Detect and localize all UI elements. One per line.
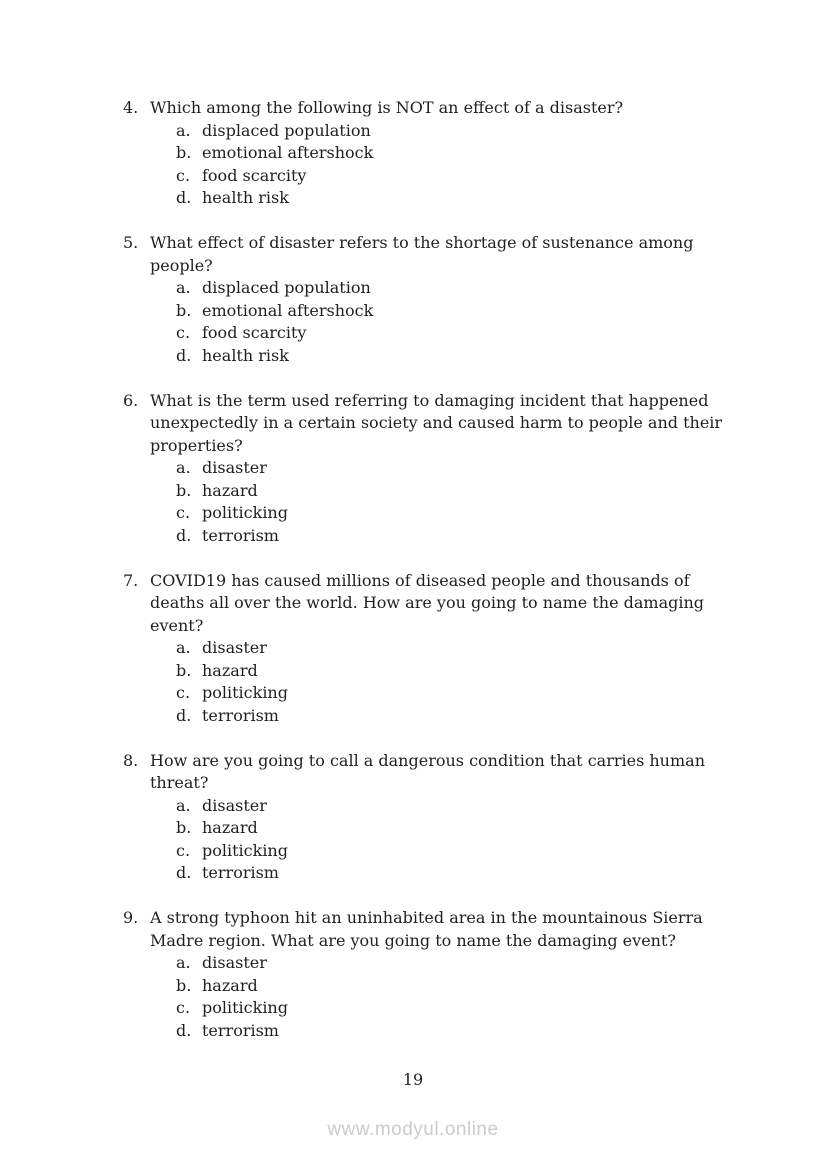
option-letter: c. <box>176 840 191 860</box>
option-text: emotional aftershock <box>202 300 374 320</box>
question-number: 9. <box>123 908 139 927</box>
option-text: disaster <box>202 458 267 477</box>
options-list <box>176 637 724 727</box>
option-text: politicking <box>202 998 288 1017</box>
option-item <box>176 165 724 188</box>
option-item <box>176 1020 724 1043</box>
options-list <box>176 457 724 547</box>
option-letter: a. <box>176 278 191 297</box>
option-letter: b. <box>176 143 192 162</box>
option-text: hazard <box>202 975 258 995</box>
option-letter: a. <box>176 953 191 972</box>
option-text: terrorism <box>202 1020 279 1040</box>
questions-list <box>123 97 724 1042</box>
question-number: 6. <box>123 390 139 410</box>
option-item <box>176 682 724 705</box>
options-list <box>176 795 724 885</box>
option-item <box>176 142 724 165</box>
option-letter: d. <box>176 1020 192 1040</box>
option-item <box>176 997 724 1020</box>
option-letter: a. <box>176 795 191 815</box>
option-letter: c. <box>176 683 191 702</box>
option-text: disaster <box>202 795 267 815</box>
question <box>123 390 724 548</box>
option-text: health risk <box>202 188 289 207</box>
option-item <box>176 817 724 840</box>
question-number: 8. <box>123 750 139 770</box>
question <box>123 907 724 1042</box>
option-text: hazard <box>202 818 258 837</box>
option-text: politicking <box>202 840 288 860</box>
option-letter: a. <box>176 638 191 657</box>
option-item <box>176 862 724 885</box>
option-text: emotional aftershock <box>202 143 374 162</box>
option-letter: b. <box>176 975 192 995</box>
option-text: hazard <box>202 660 258 680</box>
option-text: politicking <box>202 503 288 522</box>
question-text: What is the term used referring to damaging incident that happened unexpectedly in a certain society and caused harm to people and their properties? <box>150 390 723 455</box>
option-text: hazard <box>202 480 258 500</box>
question-number: 4. <box>123 98 139 117</box>
option-item <box>176 660 724 683</box>
option-item <box>176 840 724 863</box>
option-text: disaster <box>202 953 267 972</box>
question <box>123 97 724 210</box>
option-item <box>176 457 724 480</box>
option-text: disaster <box>202 638 267 657</box>
question-number: 7. <box>123 570 139 590</box>
option-letter: d. <box>176 188 192 207</box>
page-number: 19 <box>402 1070 424 1089</box>
option-letter: b. <box>176 818 192 837</box>
option-item <box>176 120 724 143</box>
option-text: food scarcity <box>202 323 307 342</box>
question-number: 5. <box>123 233 139 252</box>
option-item <box>176 795 724 818</box>
options-list <box>176 277 724 367</box>
question <box>123 232 724 367</box>
option-letter: b. <box>176 480 192 500</box>
options-list <box>176 952 724 1042</box>
option-letter: b. <box>176 300 192 320</box>
option-text: terrorism <box>202 863 279 882</box>
option-letter: c. <box>176 165 191 185</box>
question <box>123 750 724 885</box>
option-letter: d. <box>176 863 192 882</box>
option-text: terrorism <box>202 525 279 545</box>
option-item <box>176 322 724 345</box>
option-item <box>176 277 724 300</box>
option-item <box>176 480 724 503</box>
watermark: www.modyul.online <box>327 1119 499 1140</box>
option-text: displaced population <box>202 120 371 140</box>
option-item <box>176 705 724 728</box>
option-letter: c. <box>176 503 191 522</box>
option-item <box>176 637 724 660</box>
option-letter: a. <box>176 458 191 477</box>
option-letter: a. <box>176 120 191 140</box>
option-letter: d. <box>176 345 192 365</box>
option-letter: c. <box>176 323 191 342</box>
option-text: politicking <box>202 683 288 702</box>
option-text: food scarcity <box>202 165 307 185</box>
question-text: A strong typhoon hit an uninhabited area in the mountainous Sierra Madre region. What are you going to name the damaging event? <box>150 908 703 950</box>
options-list <box>176 120 724 210</box>
option-letter: d. <box>176 705 192 725</box>
option-item <box>176 187 724 210</box>
option-letter: d. <box>176 525 192 545</box>
option-text: health risk <box>202 345 289 365</box>
option-item <box>176 952 724 975</box>
option-item <box>176 502 724 525</box>
option-item <box>176 345 724 368</box>
option-item <box>176 300 724 323</box>
option-item <box>176 975 724 998</box>
option-letter: c. <box>176 998 191 1017</box>
option-text: terrorism <box>202 705 279 725</box>
option-text: displaced population <box>202 278 371 297</box>
question-text: COVID19 has caused millions of diseased people and thousands of deaths all over the world. How are you going to name the damaging event? <box>150 570 705 635</box>
question-text: What effect of disaster refers to the shortage of sustenance among people? <box>150 233 694 275</box>
question-text: Which among the following is NOT an effect of a disaster? <box>150 98 624 117</box>
option-item <box>176 525 724 548</box>
option-letter: b. <box>176 660 192 680</box>
question <box>123 570 724 728</box>
question-text: How are you going to call a dangerous condition that carries human threat? <box>150 750 705 792</box>
